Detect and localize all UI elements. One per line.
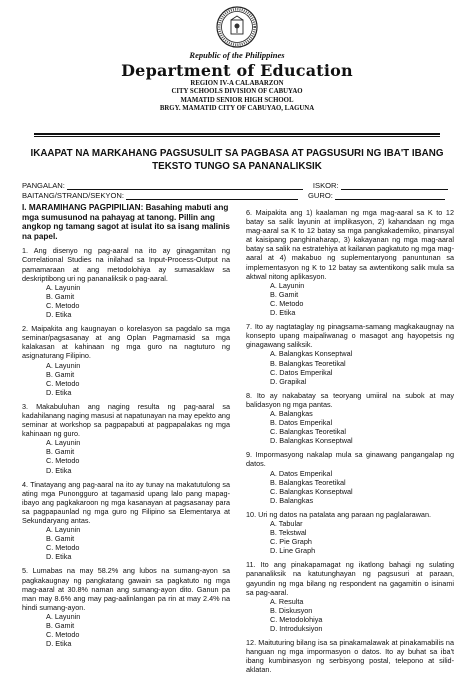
question-item (246, 638, 454, 674)
answer-option: A. Layunin (46, 282, 81, 292)
student-info-fields (22, 180, 452, 200)
answer-option: D. Etika (46, 465, 72, 475)
question-text: 10. Uri ng datos na patalata ang paraan ng paglalarawan. (246, 509, 432, 519)
answer-option: B. Gamit (46, 621, 75, 631)
questions-area (22, 203, 454, 675)
answer-options (270, 469, 454, 505)
answer-option: C. Metodo (46, 300, 80, 310)
answer-option: A. Resulta (270, 596, 304, 606)
question-item (246, 450, 454, 505)
answer-option: C. Balangkas Konseptwal (270, 486, 353, 496)
answer-option: B. Datos Emperikal (270, 418, 333, 428)
answer-option: D. Grapikal (270, 376, 307, 386)
deped-seal-logo (216, 6, 258, 48)
answer-option: A. Balangkas Konseptwal (270, 349, 353, 359)
question-text: 2. Maipakita ang kaugnayan o korelasyon sa pagdalo sa mga seminar/pagsasanay at ang Oplan Pagmamasid sa mga kalakasan at kahinaan ng mga guro na nagtuturo ng asignaturang Filipino. (22, 324, 230, 361)
document-header (0, 6, 474, 114)
answer-option: B. Gamit (46, 447, 75, 457)
iskor-blank[interactable] (341, 182, 448, 190)
question-item (246, 322, 454, 386)
answer-options (46, 361, 230, 397)
answer-option: B. Balangkas Teoretikal (270, 358, 346, 368)
question-text: 8. Ito ay nakabatay sa teoryang umiiral na subok at may balidasyon ng mga pantas. (246, 390, 454, 409)
answer-option: A. Layunin (46, 438, 81, 448)
answer-options (270, 281, 454, 317)
question-item (22, 480, 230, 562)
answer-option: D. Etika (270, 308, 296, 318)
answer-options (270, 409, 454, 445)
question-item (22, 566, 230, 648)
answer-option: C. Metodo (46, 378, 80, 388)
question-text: 4. Tinatayang ang pag-aaral na ito ay tunay na makatutulong sa ating mga Punongguro at tagamasid upang lalo pang mapag-ibayo ang pagkakaroon ng mga kasanayan at pagsasanay para sa pagpapaunlad ng mga guro ng Filipino sa Elementarya at Sekundaryang antas. (22, 479, 230, 525)
answer-option: C. Balangkas Teoretikal (270, 427, 347, 437)
question-text: 1. Ang disenyo ng pag-aaral na ito ay ginagamitan ng Correlational Studies na inilahad sa Input-Process-Output na pamamaraan at ang metodolohiya ay sumasaklaw sa deskriptibong uri ng pananaliksik o pag-aaral. (22, 246, 230, 283)
exam-title-line1: IKAAPAT NA MARKAHANG PAGSUSULIT SA PAGBASA AT PAGSUSURI NG IBA'T IBANG (30, 148, 444, 159)
answer-option: B. Balangkas Teoretikal (270, 477, 346, 487)
address-line: BRGY. MAMATID CITY OF CABUYAO, LAGUNA (159, 105, 315, 113)
answer-option: C. Metodo (46, 456, 80, 466)
answer-option: B. Gamit (46, 291, 75, 301)
guro-blank[interactable] (335, 192, 445, 200)
answer-option: D. Etika (46, 310, 72, 320)
answer-option: B. Gamit (270, 289, 299, 299)
question-text: 11. Ito ang pinakapamagat ng ikatlong bahagi ng sulating pananaliksik na katutunghayan ng pagsusuri at paraan, gayundin ng mga bilang ng respondent na gagamitin o isinami sa pag-aaral. (246, 560, 454, 597)
answer-option: A. Balangkas (270, 408, 313, 418)
division-line: CITY SCHOOLS DIVISION OF CABUYAO (171, 88, 303, 96)
answer-option: A. Layunin (46, 525, 81, 535)
answer-options (46, 612, 230, 648)
answer-options (46, 525, 230, 561)
right-column (246, 203, 454, 675)
answer-option: B. Gamit (46, 534, 75, 544)
answer-option: A. Datos Emperikal (270, 468, 333, 478)
question-text: 6. Maipakita ang 1) kaalaman ng mga mag-aaral sa K to 12 batay sa salik layunin at implikasyon, 2) kahandaan ng mga mag-aaral sa K to 12 batay sa mga pangkakademiko, pinansyal at kaisipang panghinaharap, 3) kakayanan ng mga mag-aaral batay sa salik na estratehiya at kailanan pagkatuto ng mga mag-aaral at 4) makabuo ng suplementaryong panuntunan sa implementasyon ng K to 12 batay sa awtentikong salik mula sa aktwal nitong aplikasyon. (246, 208, 454, 281)
answer-options (270, 597, 454, 633)
question-text: 9. Impormasyong nakalap mula sa ginawang pangangalap ng datos. (246, 450, 454, 469)
answer-option: C. Pie Graph (270, 537, 312, 547)
question-text: 12. Maituturing bilang isa sa pinakamalawak at pinakamabilis na hanguan ng mga impormasyon o datos. Ito ay buhat sa iba't ibang kumbinasyon ng serbisyong postal, telepono at silid-aklatan. (246, 638, 454, 675)
answer-option: D. Etika (46, 552, 72, 562)
question-text: 7. Ito ay nagtataglay ng pinagsama-samang magkakaugnay na konsepto upang maipaliwanag o masagot ang hayopetsis ng ginagawang saliksik. (246, 322, 454, 350)
question-text: 5. Lumabas na may 58.2% ang lubos na sumang-ayon sa pagkakaugnay ng pangkatang gawain sa pagkatuto ng mga mag-aaral at 30.8% naman ang sumang-ayon dito. Ganun pa man may 8.6% ang may pag-aalinlangan pa rin at may 2.4% na hindi sumang-ayon. (22, 566, 230, 612)
answer-options (46, 283, 230, 319)
exam-title-line2: TEKSTO TUNGO SA PANANALIKSIK (152, 160, 322, 172)
answer-option: A. Tabular (270, 519, 303, 528)
guro-label: GURO: (307, 191, 333, 200)
answer-option: C. Metodolohiya (270, 614, 323, 624)
baitang-label: BAITANG/STRAND/SEKYON: (22, 191, 124, 200)
question-item (246, 208, 454, 317)
republic-line: Republic of the Philippines (189, 50, 285, 60)
answer-options (46, 438, 230, 474)
region-line: REGION IV-A CALABARZON (190, 80, 284, 87)
answer-option: D. Introduksiyon (270, 624, 323, 634)
header-divider-thin (34, 136, 440, 137)
answer-options (270, 519, 454, 555)
section-instructions: I. MARAMIHANG PAGPIPILIAN: Basahing mabuti ang mga sumusunod na pahayag at tanong. Pillin ang angkop ng tamang sagot at isulat ito sa isang malinis na papel. (22, 203, 230, 241)
answer-option: D. Balangkas (270, 495, 314, 505)
iskor-label: ISKOR: (312, 181, 339, 190)
answer-option: A. Layunin (46, 611, 81, 621)
answer-option: C. Metodo (270, 298, 304, 308)
pangalan-blank[interactable] (67, 182, 303, 190)
answer-option: C. Datos Emperikal (270, 367, 333, 377)
answer-option: A. Layunin (270, 280, 305, 290)
pangalan-label: PANGALAN: (22, 181, 65, 190)
answer-option: C. Metodo (46, 630, 80, 640)
field-row-1 (22, 180, 452, 190)
question-item (246, 560, 454, 633)
answer-options (270, 349, 454, 385)
field-row-2 (22, 190, 452, 200)
department-name: Department of Education (121, 61, 353, 80)
answer-option: D. Balangkas Konseptwal (270, 436, 353, 446)
question-item (22, 402, 230, 475)
answer-option: A. Layunin (46, 360, 81, 370)
answer-option: D. Etika (46, 639, 72, 649)
school-line: MAMATID SENIOR HIGH SCHOOL (180, 96, 294, 104)
answer-option: B. Diskusyon (270, 605, 313, 615)
answer-option: C. Metodo (46, 543, 80, 553)
question-item (246, 391, 454, 446)
exam-title (20, 148, 454, 173)
baitang-blank[interactable] (126, 192, 298, 200)
answer-option: B. Gamit (46, 369, 75, 379)
left-column (22, 203, 230, 675)
question-item (22, 246, 230, 319)
answer-option: B. Tekstwal (270, 528, 307, 538)
question-item (246, 510, 454, 555)
answer-option: D. Etika (46, 387, 72, 397)
question-item (22, 324, 230, 397)
question-text: 3. Makabuluhan ang naging resulta ng pag-aaral sa kadahilanang naging masusi at napatunayan na may epekto ang seminar at workshop sa pagpapabuti at pagpapalakas ng mga kahinaan ng guro. (22, 401, 230, 439)
answer-option: D. Line Graph (270, 546, 316, 556)
header-divider (34, 133, 440, 135)
